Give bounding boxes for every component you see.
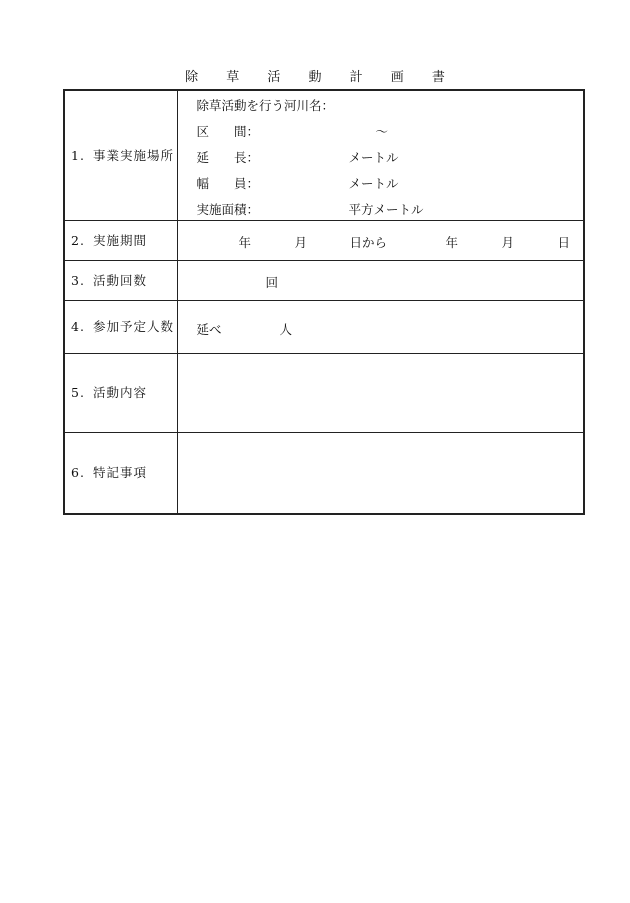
document-title: 除 草 活 動 計 画 書 bbox=[185, 70, 457, 85]
period-year-start: 年 bbox=[238, 235, 252, 250]
count-label: 活動回数 bbox=[92, 272, 147, 288]
count-field-cell[interactable] bbox=[177, 261, 584, 301]
people-field-cell[interactable] bbox=[177, 301, 584, 354]
content-label-num: 5. bbox=[71, 385, 85, 400]
notes-label: 特記事項 bbox=[92, 465, 147, 480]
period-field-cell[interactable] bbox=[177, 221, 584, 261]
people-label-cell bbox=[64, 301, 177, 354]
period-day-end: 日 bbox=[557, 235, 571, 250]
count-unit: 回 bbox=[265, 275, 279, 290]
content-label-cell bbox=[64, 354, 177, 433]
width-label: 幅 員： bbox=[196, 176, 260, 191]
area-label: 実施面積： bbox=[196, 202, 260, 217]
people-label-num: 4. bbox=[71, 319, 85, 334]
section-label: 区 間： bbox=[196, 124, 260, 139]
row-location bbox=[64, 90, 584, 221]
notes-label-cell bbox=[64, 433, 177, 515]
people-prefix: 延べ bbox=[196, 322, 222, 337]
period-year-end: 年 bbox=[445, 235, 459, 250]
count-label-cell bbox=[64, 261, 177, 301]
period-label-num: 2. bbox=[71, 232, 85, 248]
count-label-num: 3. bbox=[71, 272, 85, 288]
location-label-num: 1. bbox=[71, 147, 85, 163]
content-label: 活動内容 bbox=[92, 385, 147, 400]
location-label: 事業実施場所 bbox=[92, 147, 174, 163]
location-label-cell bbox=[64, 90, 177, 221]
plan-table bbox=[63, 89, 585, 515]
period-month-start: 月 bbox=[294, 235, 308, 250]
people-label: 参加予定人数 bbox=[92, 319, 174, 334]
period-label: 実施期間 bbox=[92, 232, 147, 248]
river-name-label: 除草活動を行う河川名： bbox=[196, 98, 335, 113]
people-unit: 人 bbox=[279, 322, 293, 337]
section-separator: ～ bbox=[375, 124, 389, 139]
notes-label-num: 6. bbox=[71, 465, 85, 480]
period-month-end: 月 bbox=[501, 235, 515, 250]
notes-field-cell[interactable] bbox=[177, 433, 584, 515]
row-period bbox=[64, 221, 584, 261]
row-people bbox=[64, 301, 584, 354]
row-notes bbox=[64, 433, 584, 515]
length-label: 延 長： bbox=[196, 150, 260, 165]
period-label-cell bbox=[64, 221, 177, 261]
area-unit: 平方メートル bbox=[348, 202, 424, 217]
width-unit: メートル bbox=[348, 176, 399, 191]
content-field-cell[interactable] bbox=[177, 354, 584, 433]
row-count bbox=[64, 261, 584, 301]
period-day-from: 日から bbox=[349, 235, 388, 250]
row-content bbox=[64, 354, 584, 433]
location-field-cell[interactable] bbox=[177, 90, 584, 221]
length-unit: メートル bbox=[348, 150, 399, 165]
